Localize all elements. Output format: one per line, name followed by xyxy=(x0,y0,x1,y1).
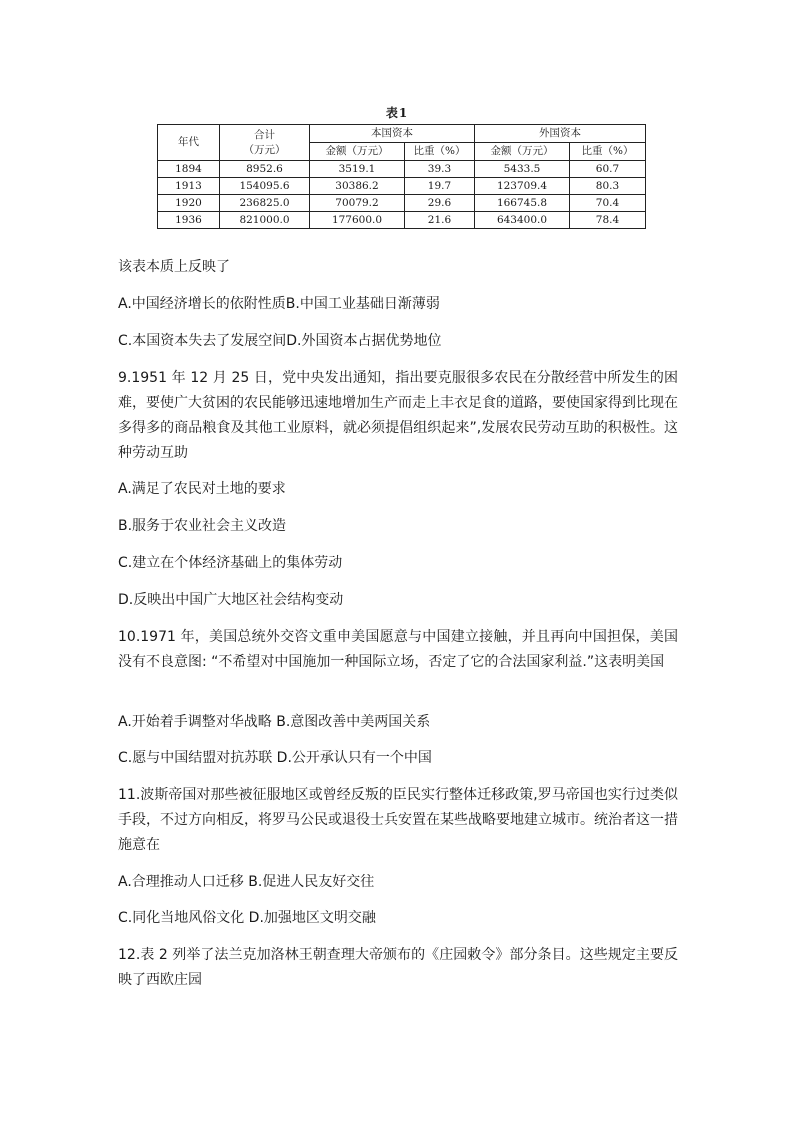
table-cell: 1894 xyxy=(158,161,220,178)
table-cell: 123709.4 xyxy=(475,178,570,195)
q9-option-b[interactable]: B.服务于农业社会主义改造 xyxy=(118,518,287,534)
q10-option-ab[interactable]: A.开始着手调整对华战略 B.意图改善中美两国关系 xyxy=(118,714,431,730)
table-cell: 78.4 xyxy=(570,212,646,229)
table-row xyxy=(158,212,646,229)
header-foreign: 外国资本 xyxy=(475,125,646,143)
header-domestic-amount: 金额（万元） xyxy=(310,143,405,161)
q11-option-cd[interactable]: C.同化当地风俗文化 D.加强地区文明交融 xyxy=(118,910,376,926)
table-cell: 8952.6 xyxy=(220,161,310,178)
table-cell: 21.6 xyxy=(405,212,475,229)
table-cell: 177600.0 xyxy=(310,212,405,229)
q9-option-d[interactable]: D.反映出中国广大地区社会结构变动 xyxy=(118,592,344,608)
table-row xyxy=(158,195,646,212)
capital-table xyxy=(157,124,646,229)
q11-stem: 11.波斯帝国对那些被征服地区或曾经反叛的臣民实行整体迁移政策,罗马帝国也实行过类似手段，不过方向相反，将罗马公民或退役士兵安置在某些战略要地建立城市。统治者这一措施意在 xyxy=(118,787,678,853)
header-total-label: 合计 xyxy=(254,128,275,141)
header-total-unit: （万元） xyxy=(243,143,286,156)
table-cell: 1936 xyxy=(158,212,220,229)
header-era: 年代 xyxy=(158,125,220,161)
header-domestic: 本国资本 xyxy=(310,125,475,143)
table-cell: 19.7 xyxy=(405,178,475,195)
table-row xyxy=(158,161,646,178)
q10-option-cd[interactable]: C.愿与中国结盟对抗苏联 D.公开承认只有一个中国 xyxy=(118,750,432,766)
table-cell: 60.7 xyxy=(570,161,646,178)
table-cell: 3519.1 xyxy=(310,161,405,178)
table-cell: 5433.5 xyxy=(475,161,570,178)
table-cell: 70079.2 xyxy=(310,195,405,212)
table-cell: 39.3 xyxy=(405,161,475,178)
q8-option-cd[interactable]: C.本国资本失去了发展空间D.外国资本占据优势地位 xyxy=(118,333,442,349)
table-cell: 236825.0 xyxy=(220,195,310,212)
table-cell: 154095.6 xyxy=(220,178,310,195)
table-cell: 29.6 xyxy=(405,195,475,212)
header-domestic-ratio: 比重（%） xyxy=(405,143,475,161)
q9-option-a[interactable]: A.满足了农民对土地的要求 xyxy=(118,481,286,497)
q9-option-c[interactable]: C.建立在个体经济基础上的集体劳动 xyxy=(118,555,343,571)
q12-stem: 12.表 2 列举了法兰克加洛林王朝查理大帝颁布的《庄园敕令》部分条目。这些规定主要反映了西欧庄园 xyxy=(118,947,678,988)
q8-option-ab[interactable]: A.中国经济增长的依附性质B.中国工业基础日渐薄弱 xyxy=(118,296,440,312)
table-cell: 166745.8 xyxy=(475,195,570,212)
table-cell: 30386.2 xyxy=(310,178,405,195)
table-cell: 80.3 xyxy=(570,178,646,195)
q10-stem: 10.1971 年，美国总统外交咨文重申美国愿意与中国建立接触，并且再向中国担保，美国没有不良意图: “不希望对中国施加一种国际立场，否定了它的合法国家利益.”这表明美国 xyxy=(118,629,678,670)
table-cell: 821000.0 xyxy=(220,212,310,229)
table-title: 表1 xyxy=(385,106,409,120)
table-cell: 643400.0 xyxy=(475,212,570,229)
table-row xyxy=(158,178,646,195)
table-cell: 1920 xyxy=(158,195,220,212)
table-cell: 1913 xyxy=(158,178,220,195)
header-foreign-ratio: 比重（%） xyxy=(570,143,646,161)
table-cell: 70.4 xyxy=(570,195,646,212)
q9-stem: 9.1951 年 12 月 25 日，党中央发出通知，指出要克服很多农民在分散经营中所发生的困难，要使广大贫困的农民能够迅速地增加生产而走上丰衣足食的道路，要使国家得到比现在多得多的商品粮食及其他工业原料，就必须提倡组织起来”,发展农民劳动互助的积极性。这种劳动互助 xyxy=(118,370,678,461)
q11-option-ab[interactable]: A.合理推动人口迁移 B.促进人民友好交往 xyxy=(118,874,375,890)
header-total xyxy=(220,125,310,161)
header-foreign-amount: 金额（万元） xyxy=(475,143,570,161)
q8-stem: 该表本质上反映了 xyxy=(118,259,230,275)
